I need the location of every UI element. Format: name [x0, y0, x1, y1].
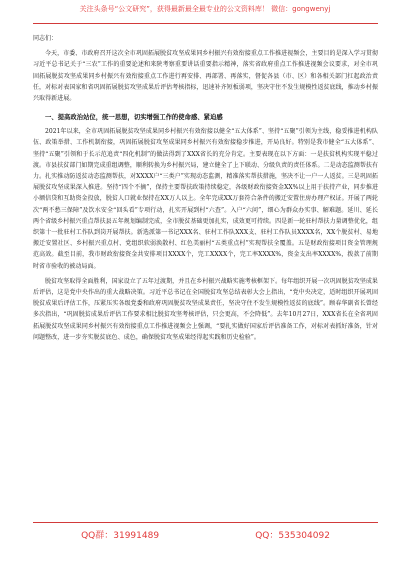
greeting: 同志们： [33, 35, 58, 42]
spacer [33, 104, 378, 108]
header-banner: 关注头条号“公文研究”，获得最新最全最专业的公文资料库！ 微信：gongwenyj [79, 5, 331, 13]
document-body [33, 33, 378, 343]
footer [33, 530, 378, 542]
section-heading: 一、提高政治站位，统一思想，切实增强工作的使命感、紧迫感 [45, 114, 223, 122]
intro-paragraph: 今天，市委、市政府召开这次全市巩固拓展脱贫攻坚成果同乡村振兴有效衔接重点工作推进视频会，主要目的是深入学习贯彻习近平总书记关于“三农”工作的重要论述和来陕考察重要讲话重要指示精神，落实省政府重点工作推进视频会议要求，对全市巩固拓展脱贫攻坚成果同乡村振兴有效衔接重点工作进行再安排、再部署、再落实，督促各县（市、区）和各相关部门扛起政治责任，对标对表国家和省巩固拓展脱贫攻坚成果后评估考核指标，迅速补齐短板弱项，坚决守住不发生规模性返贫底线，推动乡村振兴取得新进展。 [33, 50, 378, 103]
qq-label: QQ：535304092 [255, 531, 330, 541]
footer-divider [33, 522, 378, 523]
header-divider [33, 23, 378, 24]
qq-group-label: QQ群：31991489 [81, 531, 160, 541]
section-paragraph: 2021年以来，全市巩固拓展脱贫攻坚成果同乡村振兴有效衔接以健全“五大体系”、坚持“五聚”引领为主线，稳妥推进机构队伍、政策举措、工作机制衔接，巩固拓展脱贫攻坚成果同乡村振兴有效衔接稳步推进，开局良好。特别是我市健全“五大体系”、坚持“五聚”引领和于长示范追责“四化机制”的做法得到了XXX省长的充分肯定。主要表现在以下方面：一是扶贫机构实现平稳过渡。市县扶贫部门如期完成重组调整，顺利转换为乡村振兴局，建立健全了上下联动、分级负责的责任体系。二是动态监测帮扶有力。扎实推动防返贫动态监测帮扶，对XXXX户“三类户”实现动态监测，精准落实帮扶措施，坚决不让一户一人返贫。三是巩固拓展脱贫攻坚成果深入推进。坚持“四个不摘”，保持主要帮扶政策持续稳定，各级财政衔接资金XX%以上用于扶持产业，同步推进小额信贷和互助资金投放，脱贫人口就业保持在XX万人以上。全年完成XX万套符合条件的搬迁安置住房办理产权证。开展了两轮次“两不愁三保障”及饮水安全“回头看”专项行动，扎实开展到村“六查”。入户“六问”，细心为群众办实事、解难题。延川、延长两个省级乡村振兴重点帮扶县五年规划编制完成，全市脱贫基础更加扎实，成效更可持续。四是新一轮驻村帮扶力量调整优化，组织第十一批驻村工作队到岗开展帮扶。新选派第一书记XXX名、驻村工作队XXX支、驻村工作队员XXXX名，XX个脱贫村、易地搬迁安置社区、乡村振兴重点村、党组织软弱涣散村、红色美丽村“五类重点村”实现帮扶全覆盖。五是财政衔接项目资金管理规范高效。截至目前，我市财政衔接资金共安排项目XXXX个，完工XXXX个，完工率XXXX%，资金支出率XXXX%，拨款了前期时省市验收的被动局面。 [33, 128, 378, 270]
section-paragraph: 脱贫攻坚取得全面胜利，国家设立了五年过渡期，并且在乡村振兴战略实施考核框架下。每年组织开展一次巩固脱贫攻坚成果后评估，这是党中央作出的重大战略决策。习近平总书记在全国脱贫攻坚总结表彰大会上指出，“党中央决定，适时组织开展巩固脱贫成果后评估工作，压紧压实各级党委和政府巩固脱贫攻坚成果责任，坚决守住不发生规模性返贫的底线”。顾春华副省长曾经多次指出，“巩固脱贫成果后评估工作要求相比脱贫攻坚考核评估，只会更高，不会降低”。去年10月27日，XXX省长在全省巩固拓展脱贫攻坚成果同乡村振兴有效衔接重点工作推进视频会上强调，“要扎实做好国家后评估准备工作，对标对表抓好准备，针对问题整改，进一步夯实脱贫底色、成色，确保脱贫攻坚成果经得起实践和历史检验”。 [33, 277, 378, 341]
